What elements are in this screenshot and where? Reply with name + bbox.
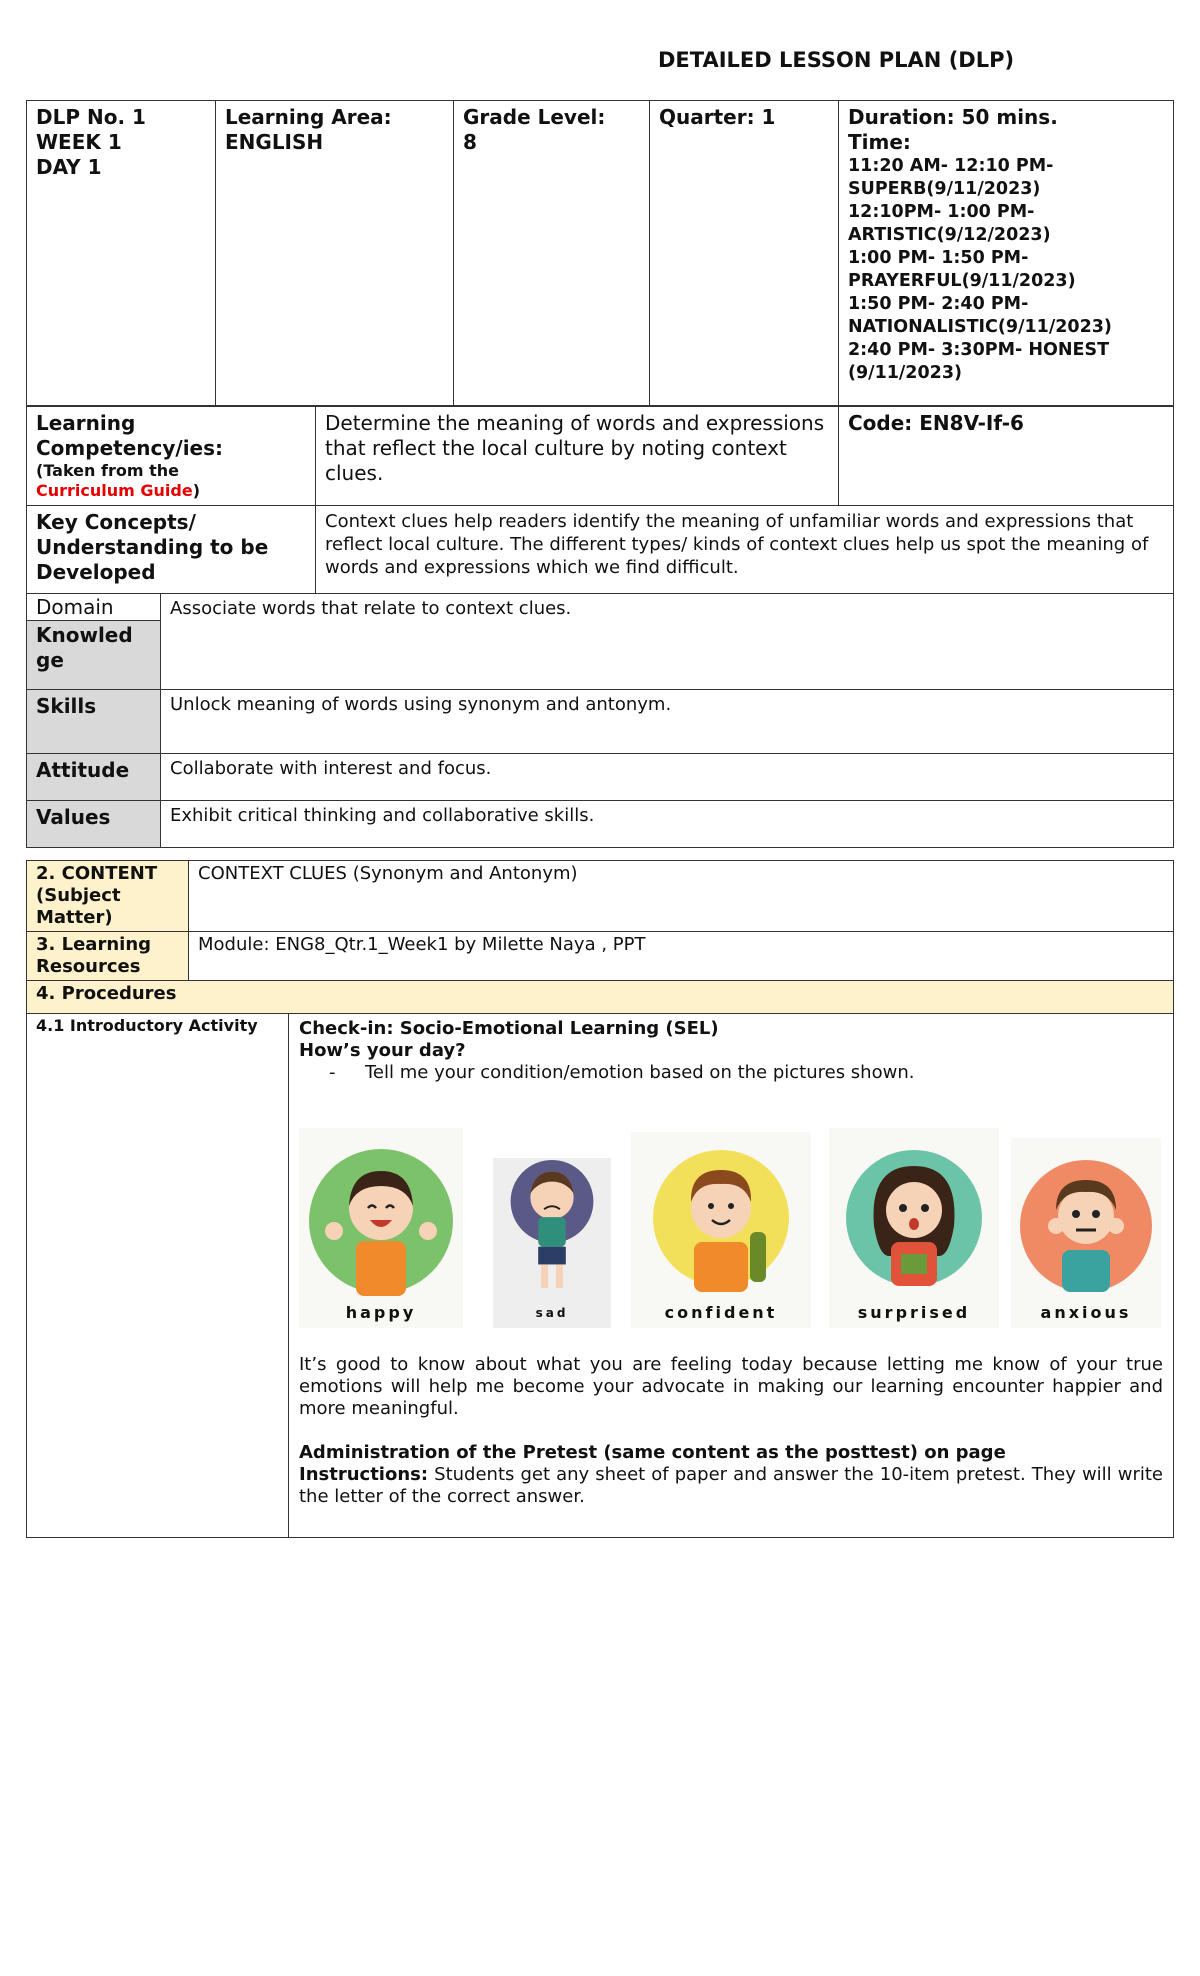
confident-face-icon: [646, 1146, 796, 1296]
time-line: NATIONALISTIC(9/11/2023): [848, 317, 1112, 337]
skills-label: Skills: [27, 690, 161, 754]
sad-face-icon: [504, 1158, 600, 1296]
attitude-text: Collaborate with interest and focus.: [161, 754, 1174, 801]
day: DAY 1: [36, 155, 102, 179]
emotion-surprised: [829, 1128, 999, 1328]
attitude-label: Attitude: [27, 754, 161, 801]
emotion-label: sad: [535, 1306, 569, 1320]
checkin-heading: Check-in: Socio-Emotional Learning (SEL): [299, 1018, 719, 1039]
time-line: (9/11/2023): [848, 363, 963, 383]
content-text: CONTEXT CLUES (Synonym and Antonym): [189, 861, 1174, 932]
time-line: 2:40 PM- 3:30PM- HONEST: [848, 340, 1110, 360]
duration-cell: [839, 101, 1174, 406]
grade-level-cell: [454, 101, 650, 406]
pretest-heading: Administration of the Pretest (same content as the posttest) on page: [299, 1442, 1006, 1463]
curriculum-guide: Curriculum Guide: [36, 481, 193, 500]
grade-level-label: Grade Level:: [463, 105, 606, 129]
time-line: SUPERB(9/11/2023): [848, 179, 1041, 199]
header-table: [26, 100, 1174, 406]
emotion-label: anxious: [1040, 1303, 1132, 1322]
learning-area-label: Learning Area:: [225, 105, 392, 129]
resources-text: Module: ENG8_Qtr.1_Week1 by Milette Naya , PPT: [189, 932, 1174, 981]
taken-prefix: (Taken from the: [36, 461, 179, 480]
surprised-face-icon: [839, 1146, 989, 1296]
time-line: PRAYERFUL(9/11/2023): [848, 271, 1076, 291]
emotion-label: happy: [345, 1303, 417, 1322]
bullet-dash: -: [329, 1062, 336, 1083]
page-title: DETAILED LESSON PLAN (DLP): [658, 48, 1015, 72]
intro-activity-cell: [289, 1014, 1174, 1538]
emotion-happy: [299, 1128, 463, 1328]
skills-text: Unlock meaning of words using synonym and antonym.: [161, 690, 1174, 754]
content-table: [26, 860, 1174, 1538]
bullet-item: [299, 1062, 1163, 1084]
week: WEEK 1: [36, 130, 122, 154]
time-line: 1:50 PM- 2:40 PM-: [848, 294, 1029, 314]
emotion-label: surprised: [857, 1303, 971, 1322]
emotion-confident: [631, 1132, 811, 1328]
anxious-face-icon: [1016, 1156, 1156, 1296]
domain-table: [26, 593, 1174, 848]
quarter-cell: [650, 101, 839, 406]
competency-table: [26, 406, 1174, 594]
values-label: Values: [27, 801, 161, 848]
knowledge-text: Associate words that relate to context clues.: [161, 594, 1174, 690]
taken-suffix: ): [192, 481, 201, 500]
learning-area: ENGLISH: [225, 130, 324, 154]
dlp-number: DLP No. 1: [36, 105, 146, 129]
instructions-label: Instructions:: [299, 1464, 429, 1485]
time-line: 1:00 PM- 1:50 PM-: [848, 248, 1029, 268]
time-label: Time:: [848, 130, 911, 154]
content-label: 2. CONTENT (Subject Matter): [27, 861, 189, 932]
taken-from: [36, 461, 306, 501]
knowledge-label: Knowled ge: [27, 621, 160, 689]
emotion-sad: [493, 1158, 611, 1328]
emotion-pictures: [299, 1128, 1163, 1328]
grade-level: 8: [463, 130, 477, 154]
competency-text: Determine the meaning of words and expressions that reflect the local culture by noting context clues.: [316, 407, 839, 506]
domain-label: Domain: [27, 594, 160, 621]
intro-activity-label: 4.1 Introductory Activity: [27, 1014, 289, 1538]
time-line: 11:20 AM- 12:10 PM-: [848, 156, 1054, 176]
happy-face-icon: [306, 1146, 456, 1296]
emotion-anxious: [1011, 1138, 1161, 1328]
competency-code: Code: EN8V-If-6: [839, 407, 1174, 506]
key-concepts-label: Key Concepts/ Understanding to be Developed: [27, 506, 316, 594]
resources-label: 3. Learning Resources: [27, 932, 189, 981]
procedures-label: 4. Procedures: [27, 981, 1174, 1014]
feeling-paragraph: It’s good to know about what you are feeling today because letting me know of your true emotions will help me become your advocate in making our learning encounter happier and more meaningful.: [299, 1354, 1163, 1419]
how-day-heading: How’s your day?: [299, 1040, 466, 1061]
knowledge-label-cell: [27, 594, 161, 690]
learning-area-cell: [216, 101, 454, 406]
time-schedule: [848, 155, 1164, 385]
dlp-cell: [27, 101, 216, 406]
values-text: Exhibit critical thinking and collaborative skills.: [161, 801, 1174, 848]
instructions: [299, 1464, 1163, 1508]
bullet-text: Tell me your condition/emotion based on the pictures shown.: [365, 1062, 915, 1083]
emotion-label: confident: [664, 1303, 778, 1322]
competency-label: Learning Competency/ies:: [36, 411, 224, 460]
competency-label-cell: [27, 407, 316, 506]
time-line: ARTISTIC(9/12/2023): [848, 225, 1051, 245]
instructions-text: Students get any sheet of paper and answer the 10-item pretest. They will write the letter of the correct answer.: [299, 1464, 1163, 1507]
quarter: Quarter: 1: [659, 105, 776, 129]
key-concepts-text: Context clues help readers identify the meaning of unfamiliar words and expressions that reflect local culture. The different types/ kinds of context clues help us spot the meaning of words and expressions which we find difficult.: [316, 506, 1174, 594]
duration: Duration: 50 mins.: [848, 105, 1058, 129]
time-line: 12:10PM- 1:00 PM-: [848, 202, 1035, 222]
